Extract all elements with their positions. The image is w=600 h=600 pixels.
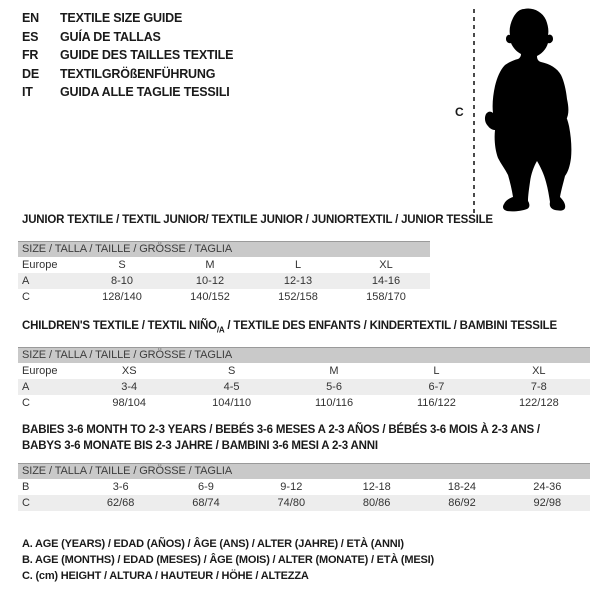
junior-size-header-bar: SIZE / TALLA / TAILLE / GRÖSSE / TAGLIA: [18, 241, 430, 257]
row-label: B: [22, 481, 30, 493]
table-cell: 62/68: [106, 497, 135, 509]
table-cell: 7-8: [530, 381, 547, 393]
lang-row-it: [22, 83, 233, 102]
table-cell: 74/80: [277, 497, 306, 509]
table-cell: 110/116: [314, 397, 354, 409]
table-cell: L: [294, 259, 302, 271]
table-row: [18, 363, 590, 379]
toddler-silhouette-icon: [480, 6, 580, 212]
table-cell: 6-9: [198, 481, 214, 493]
table-row: [18, 479, 590, 495]
junior-section-title: JUNIOR TEXTILE / TEXTIL JUNIOR/ TEXTILE JUNIOR / JUNIORTEXTIL / JUNIOR TESSILE: [22, 214, 493, 226]
table-row: [18, 273, 430, 289]
table-cell: 128/140: [102, 291, 142, 303]
children-section-title: [22, 320, 557, 334]
babies-size-header-bar: SIZE / TALLA / TAILLE / GRÖSSE / TAGLIA: [18, 463, 590, 479]
table-cell: 80/86: [362, 497, 391, 509]
table-cell: 8-10: [110, 275, 134, 287]
table-row: [18, 395, 590, 411]
table-cell: 12-13: [283, 275, 313, 287]
table-cell: 158/170: [366, 291, 406, 303]
table-cell: M: [329, 365, 339, 377]
language-header: [22, 9, 233, 102]
table-row: [18, 257, 430, 273]
table-cell: 10-12: [195, 275, 225, 287]
children-size-header-bar: SIZE / TALLA / TAILLE / GRÖSSE / TAGLIA: [18, 347, 590, 363]
children-title-part1: CHILDREN'S TEXTILE / TEXTIL NIÑO: [22, 320, 217, 332]
row-label: C: [22, 497, 30, 509]
babies-section-title: [22, 422, 540, 454]
table-cell: 4-5: [223, 381, 240, 393]
table-cell: 92/98: [533, 497, 562, 509]
table-row: [18, 289, 430, 305]
table-cell: M: [205, 259, 215, 271]
row-label: C: [22, 397, 30, 409]
row-label: A: [22, 275, 30, 287]
table-cell: 9-12: [280, 481, 303, 493]
lang-code: ES: [22, 29, 39, 44]
table-cell: 86/92: [448, 497, 476, 509]
table-cell: S: [118, 259, 126, 271]
row-label: Europe: [22, 259, 58, 271]
babies-size-table: [18, 463, 590, 511]
babies-title-line1: BABIES 3-6 MONTH TO 2-3 YEARS / BEBÉS 3-6 MESES A 2-3 AÑOS / BÉBÉS 3-6 MOIS À 2-3 ANS /: [22, 424, 540, 436]
footnotes: [22, 536, 434, 584]
lang-title: GUIDE DES TAILLES TEXTILE: [60, 48, 234, 63]
table-cell: 6-7: [428, 381, 445, 393]
lang-code: DE: [22, 66, 39, 81]
row-label: Europe: [22, 365, 58, 377]
table-cell: 12-18: [362, 481, 391, 493]
row-label: C: [22, 291, 30, 303]
lang-code: IT: [22, 85, 33, 100]
table-cell: L: [433, 365, 440, 377]
table-cell: 122/128: [518, 397, 559, 409]
table-cell: S: [227, 365, 236, 377]
footnote-c: C. (cm) HEIGHT / ALTURA / HAUTEUR / HÖHE / ALTEZZA: [22, 570, 309, 582]
height-measure-line: [473, 9, 475, 213]
children-title-part2: / TEXTILE DES ENFANTS / KINDERTEXTIL / BAMBINI TESSILE: [224, 320, 557, 332]
junior-size-table: [18, 241, 430, 305]
table-cell: 140/152: [190, 291, 230, 303]
table-cell: 152/158: [278, 291, 318, 303]
lang-row-en: [22, 9, 233, 28]
table-cell: 116/122: [416, 397, 456, 409]
lang-code: EN: [22, 11, 39, 25]
row-label: A: [22, 381, 30, 393]
table-row: [18, 379, 590, 395]
lang-title: GUÍA DE TALLAS: [60, 29, 161, 44]
table-cell: XL: [379, 259, 393, 271]
lang-row-es: [22, 28, 233, 47]
table-cell: 104/110: [212, 397, 252, 409]
lang-row-fr: [22, 46, 233, 65]
table-cell: 24-36: [533, 481, 562, 493]
lang-title: GUIDA ALLE TAGLIE TESSILI: [60, 85, 230, 100]
children-size-table: [18, 347, 590, 411]
children-title-sub: /A: [216, 325, 225, 335]
table-cell: 68/74: [192, 497, 220, 509]
table-cell: 18-24: [447, 481, 477, 493]
table-cell: XS: [121, 365, 137, 377]
table-cell: 3-6: [112, 481, 129, 493]
lang-title: TEXTILE SIZE GUIDE: [60, 11, 183, 25]
footnote-a: A. AGE (YEARS) / EDAD (AÑOS) / ÂGE (ANS) / ALTER (JAHRE) / ETÀ (ANNI): [22, 538, 404, 550]
height-measure-label: C: [455, 105, 464, 119]
table-cell: 3-4: [121, 381, 138, 393]
lang-row-de: [22, 65, 233, 84]
table-cell: 14-16: [371, 275, 401, 287]
footnote-b: B. AGE (MONTHS) / EDAD (MESES) / ÂGE (MOIS) / ALTER (MONATE) / ETÀ (MESI): [22, 554, 434, 566]
table-cell: 98/104: [112, 397, 147, 409]
table-cell: XL: [532, 365, 546, 377]
lang-title: TEXTILGRÖßENFÜHRUNG: [60, 66, 216, 81]
table-cell: 5-6: [326, 381, 342, 393]
babies-title-line2: BABYS 3-6 MONATE BIS 2-3 JAHRE / BAMBINI 3-6 MESI A 2-3 ANNI: [22, 440, 378, 452]
table-row: [18, 495, 590, 511]
lang-code: FR: [22, 48, 39, 63]
